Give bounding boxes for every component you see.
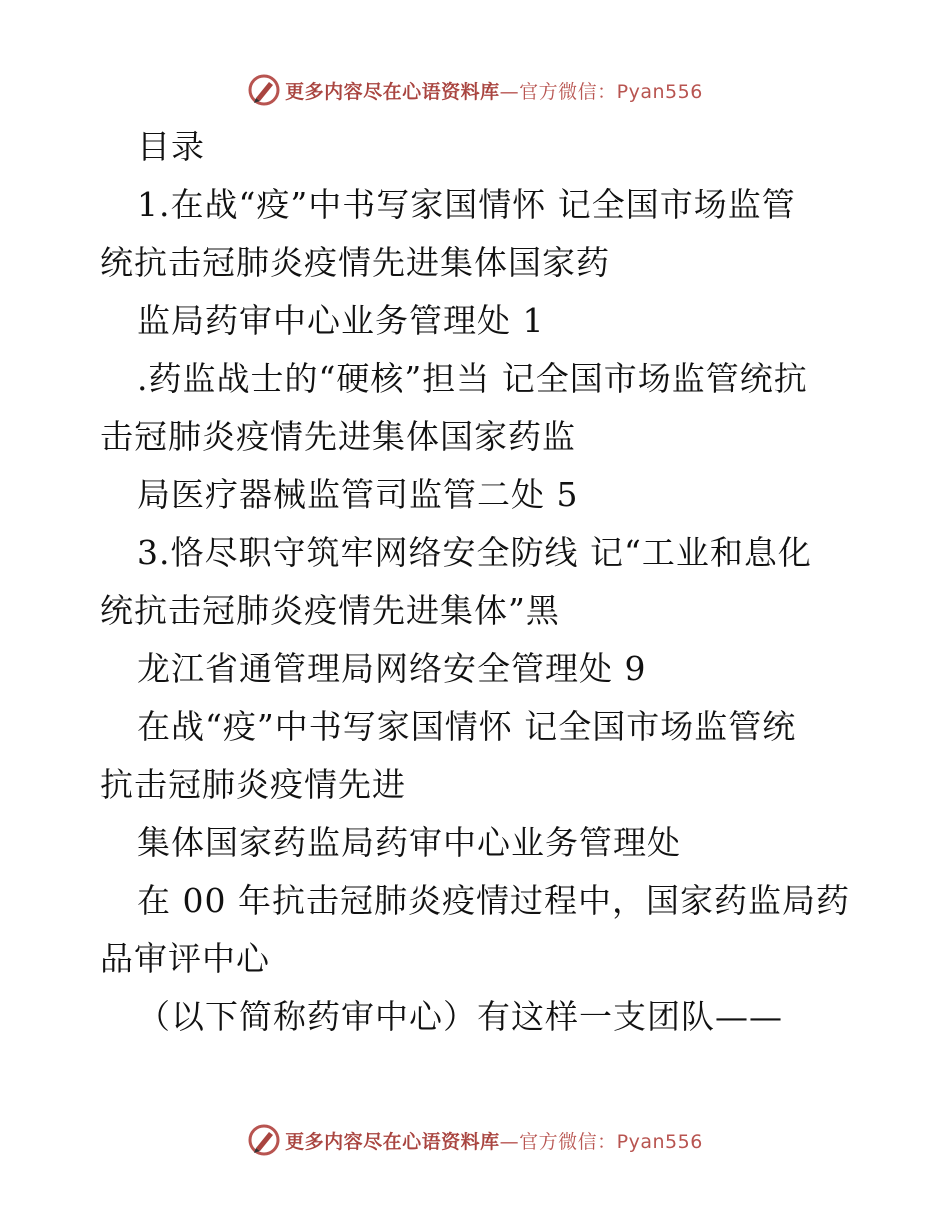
header-banner-contact: 官方微信：Pyan556 [519,80,703,103]
text-line: 统抗击冠肺炎疫情先进集体”黑 [100,591,560,630]
header-banner-separator: — [499,80,520,103]
text-line: 在战“疫”中书写家国情怀 记全国市场监管统 [137,707,797,746]
pen-logo-icon [247,73,281,107]
text-line: 统抗击冠肺炎疫情先进集体国家药 [100,243,610,282]
text-line: 监局药审中心业务管理处 1 [137,301,545,340]
toc-heading: 目录 [137,127,205,166]
text-line: （以下简称药审中心）有这样一支团队—— [137,997,783,1036]
document-body [100,118,860,1046]
text-line: 集体国家药监局药审中心业务管理处 [137,823,681,862]
text-line: .药监战士的“硬核”担当 记全国市场监管统抗 [137,359,808,398]
text-line: 抗击冠肺炎疫情先进 [100,765,406,804]
header-banner [0,70,950,110]
header-banner-text [285,77,703,104]
text-line: 品审评中心 [100,939,270,978]
footer-banner-separator: — [499,1130,520,1153]
pen-logo-icon [247,1123,281,1157]
footer-banner-contact: 官方微信：Pyan556 [519,1130,703,1153]
footer-banner-text [285,1127,703,1154]
text-line: 龙江省通管理局网络安全管理处 9 [137,649,647,688]
header-banner-title: 更多内容尽在心语资料库 [285,80,500,103]
text-line: 在 00 年抗击冠肺炎疫情过程中，国家药监局药 [137,881,850,920]
text-line: 3.恪尽职守筑牢网络安全防线 记“工业和息化 [137,533,812,572]
text-line: 局医疗器械监管司监管二处 5 [137,475,579,514]
footer-banner-title: 更多内容尽在心语资料库 [285,1130,500,1153]
footer-banner [0,1120,950,1160]
text-line: 1.在战“疫”中书写家国情怀 记全国市场监管 [137,185,796,224]
text-line: 击冠肺炎疫情先进集体国家药监 [100,417,576,456]
